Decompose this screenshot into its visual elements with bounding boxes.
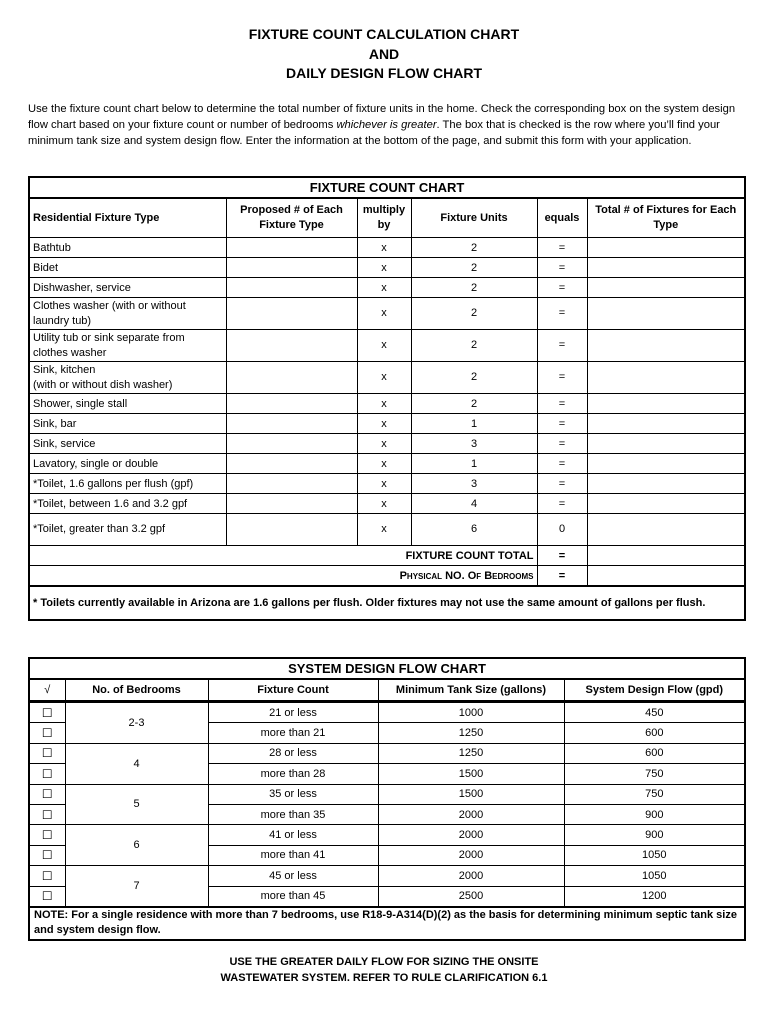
header-total: Total # of Fixtures for Each Type: [587, 198, 745, 238]
header-fixture-units: Fixture Units: [411, 198, 537, 238]
fixture-count-range: 21 or less: [208, 702, 378, 723]
flow-row: [29, 825, 745, 845]
proposed-count-field[interactable]: [226, 298, 357, 330]
flow-row: [29, 784, 745, 804]
header-equals: equals: [537, 198, 587, 238]
fixture-row: [29, 414, 745, 434]
design-flow: 1050: [564, 845, 745, 865]
header-proposed: Proposed # of Each Fixture Type: [226, 198, 357, 238]
system-design-flow-chart: [28, 657, 746, 941]
fixture-count-total-label: FIXTURE COUNT TOTAL: [29, 546, 537, 566]
fixture-units: 2: [411, 258, 537, 278]
fixture-count-range: more than 21: [208, 723, 378, 743]
flow-chart-title: SYSTEM DESIGN FLOW CHART: [29, 658, 745, 679]
equals-sign: =: [537, 278, 587, 298]
fixture-row: [29, 434, 745, 454]
fixture-count-total-field[interactable]: [587, 546, 745, 566]
bedrooms-field[interactable]: [587, 566, 745, 587]
toilet-footnote: * Toilets currently available in Arizona are 1.6 gallons per flush. Older fixtures may not use the same amount of gallons per flush.: [29, 586, 745, 620]
bedrooms-value: 7: [65, 866, 208, 907]
flow-row: [29, 743, 745, 763]
row-checkbox[interactable]: ☐: [29, 784, 65, 804]
min-tank-size: 2000: [378, 866, 564, 886]
fixture-units: 2: [411, 238, 537, 258]
total-fixtures-field[interactable]: [587, 278, 745, 298]
fixture-row: [29, 330, 745, 362]
fixture-count-total-equals: =: [537, 546, 587, 566]
fixture-count-range: 41 or less: [208, 825, 378, 845]
min-tank-size: 1250: [378, 723, 564, 743]
design-flow: 1050: [564, 866, 745, 886]
design-flow: 900: [564, 804, 745, 824]
fixture-chart-title: FIXTURE COUNT CHART: [29, 177, 745, 198]
total-fixtures-field[interactable]: [587, 298, 745, 330]
proposed-count-field[interactable]: [226, 414, 357, 434]
total-fixtures-field[interactable]: [587, 454, 745, 474]
equals-sign: =: [537, 298, 587, 330]
fixture-type: *Toilet, greater than 3.2 gpf: [29, 514, 226, 546]
row-checkbox[interactable]: ☐: [29, 804, 65, 824]
fixture-type: Lavatory, single or double: [29, 454, 226, 474]
proposed-count-field[interactable]: [226, 434, 357, 454]
intro-paragraph: [28, 101, 748, 149]
header-check: √: [29, 679, 65, 702]
row-checkbox[interactable]: ☐: [29, 845, 65, 865]
proposed-count-field[interactable]: [226, 362, 357, 394]
fixture-count-range: more than 41: [208, 845, 378, 865]
bedrooms-equals: =: [537, 566, 587, 587]
fixture-units: 2: [411, 278, 537, 298]
total-fixtures-field[interactable]: [587, 514, 745, 546]
proposed-count-field[interactable]: [226, 278, 357, 298]
header-bedrooms: No. of Bedrooms: [65, 679, 208, 702]
fixture-type: Shower, single stall: [29, 394, 226, 414]
min-tank-size: 2000: [378, 825, 564, 845]
bedrooms-value: 2-3: [65, 702, 208, 744]
row-checkbox[interactable]: ☐: [29, 764, 65, 784]
page-title: [0, 25, 768, 84]
row-checkbox[interactable]: ☐: [29, 723, 65, 743]
intro-emphasis: whichever is greater: [336, 119, 437, 131]
fixture-units: 3: [411, 434, 537, 454]
multiply-sign: x: [357, 238, 411, 258]
header-multiply: multiply by: [357, 198, 411, 238]
fixture-units: 3: [411, 474, 537, 494]
fixture-type: Dishwasher, service: [29, 278, 226, 298]
fixture-units: 4: [411, 494, 537, 514]
total-fixtures-field[interactable]: [587, 494, 745, 514]
multiply-sign: x: [357, 414, 411, 434]
fixture-row: [29, 474, 745, 494]
fixture-count-range: 35 or less: [208, 784, 378, 804]
fixture-count-range: more than 45: [208, 886, 378, 907]
closing-line-1: USE THE GREATER DAILY FLOW FOR SIZING THE ONSITE: [229, 956, 539, 968]
min-tank-size: 2500: [378, 886, 564, 907]
min-tank-size: 1000: [378, 702, 564, 723]
min-tank-size: 1500: [378, 784, 564, 804]
fixture-row: [29, 278, 745, 298]
fixture-type: Bidet: [29, 258, 226, 278]
equals-sign: =: [537, 434, 587, 454]
fixture-units: 2: [411, 362, 537, 394]
fixture-count-chart: [28, 176, 746, 621]
bedrooms-label: Physical NO. Of Bedrooms: [29, 566, 537, 587]
title-line-3: DAILY DESIGN FLOW CHART: [285, 65, 482, 81]
fixture-row: [29, 394, 745, 414]
multiply-sign: x: [357, 258, 411, 278]
multiply-sign: x: [357, 394, 411, 414]
closing-line-2: WASTEWATER SYSTEM. REFER TO RULE CLARIFICATION 6.1: [220, 972, 548, 984]
fixture-type: *Toilet, 1.6 gallons per flush (gpf): [29, 474, 226, 494]
fixture-row: [29, 362, 745, 394]
total-fixtures-field[interactable]: [587, 474, 745, 494]
multiply-sign: x: [357, 474, 411, 494]
title-line-1: FIXTURE COUNT CALCULATION CHART: [248, 26, 520, 42]
bedrooms-value: 5: [65, 784, 208, 825]
row-checkbox[interactable]: ☐: [29, 866, 65, 886]
fixture-type: Sink, bar: [29, 414, 226, 434]
equals-sign: =: [537, 454, 587, 474]
multiply-sign: x: [357, 434, 411, 454]
fixture-type: *Toilet, between 1.6 and 3.2 gpf: [29, 494, 226, 514]
total-fixtures-field[interactable]: [587, 434, 745, 454]
equals-sign: =: [537, 258, 587, 278]
multiply-sign: x: [357, 330, 411, 362]
design-flow: 450: [564, 702, 745, 723]
equals-sign: =: [537, 330, 587, 362]
fixture-type: Utility tub or sink separate from clothes washer: [29, 330, 226, 362]
equals-sign: =: [537, 494, 587, 514]
fixture-type: Bathtub: [29, 238, 226, 258]
total-fixtures-field[interactable]: [587, 330, 745, 362]
fixture-units: 2: [411, 298, 537, 330]
total-fixtures-field[interactable]: [587, 394, 745, 414]
min-tank-size: 2000: [378, 804, 564, 824]
min-tank-size: 2000: [378, 845, 564, 865]
title-line-2: AND: [368, 45, 400, 62]
multiply-sign: x: [357, 362, 411, 394]
multiply-sign: x: [357, 278, 411, 298]
design-flow: 750: [564, 764, 745, 784]
fixture-row: [29, 258, 745, 278]
proposed-count-field[interactable]: [226, 474, 357, 494]
design-flow: 900: [564, 825, 745, 845]
fixture-units: 1: [411, 454, 537, 474]
closing-instruction: [0, 954, 768, 986]
flow-row: [29, 702, 745, 723]
flow-row: [29, 866, 745, 886]
bedrooms-value: 4: [65, 743, 208, 784]
multiply-sign: x: [357, 494, 411, 514]
header-fixture-type: Residential Fixture Type: [29, 198, 226, 238]
fixture-units: 6: [411, 514, 537, 546]
fixture-count-range: 28 or less: [208, 743, 378, 763]
min-tank-size: 1250: [378, 743, 564, 763]
proposed-count-field[interactable]: [226, 238, 357, 258]
equals-sign: =: [537, 414, 587, 434]
min-tank-size: 1500: [378, 764, 564, 784]
header-min-tank: Minimum Tank Size (gallons): [378, 679, 564, 702]
fixture-row: [29, 454, 745, 474]
design-flow: 750: [564, 784, 745, 804]
fixture-units: 1: [411, 414, 537, 434]
proposed-count-field[interactable]: [226, 494, 357, 514]
total-fixtures-field[interactable]: [587, 414, 745, 434]
flow-note: NOTE: For a single residence with more than 7 bedrooms, use R18-9-A314(D)(2) as the basis for determining minimum septic tank size and system design flow.: [29, 907, 745, 940]
fixture-type: Sink, service: [29, 434, 226, 454]
header-design-flow: System Design Flow (gpd): [564, 679, 745, 702]
fixture-units: 2: [411, 394, 537, 414]
equals-sign: =: [537, 238, 587, 258]
row-checkbox[interactable]: ☐: [29, 825, 65, 845]
row-checkbox[interactable]: ☐: [29, 702, 65, 723]
fixture-row: [29, 514, 745, 546]
design-flow: 600: [564, 743, 745, 763]
fixture-row: [29, 494, 745, 514]
equals-sign: =: [537, 474, 587, 494]
total-fixtures-field[interactable]: [587, 238, 745, 258]
bedrooms-value: 6: [65, 825, 208, 866]
intro-text-1: Use the fixture count chart below to determine the total number of fixture units in the home. Check the corresponding box on the system design flow chart based on your fixture count or number of bedrooms: [28, 103, 736, 131]
design-flow: 1200: [564, 886, 745, 907]
proposed-count-field[interactable]: [226, 454, 357, 474]
header-fixture-count: Fixture Count: [208, 679, 378, 702]
fixture-count-range: 45 or less: [208, 866, 378, 886]
proposed-count-field[interactable]: [226, 258, 357, 278]
total-fixtures-field[interactable]: [587, 258, 745, 278]
design-flow: 600: [564, 723, 745, 743]
intro-text-2: . The box that is checked is the row where you’ll find your minimum tank size and system design flow. Enter the information at the bottom of the page, and submit this form with your application.: [28, 119, 720, 147]
fixture-type: Sink, kitchen (with or without dish washer): [29, 362, 226, 394]
row-checkbox[interactable]: ☐: [29, 743, 65, 763]
proposed-count-field[interactable]: [226, 330, 357, 362]
fixture-units: 2: [411, 330, 537, 362]
multiply-sign: x: [357, 454, 411, 474]
equals-sign: =: [537, 394, 587, 414]
multiply-sign: x: [357, 514, 411, 546]
fixture-row: [29, 298, 745, 330]
fixture-row: [29, 238, 745, 258]
fixture-type: Clothes washer (with or without laundry tub): [29, 298, 226, 330]
equals-sign: =: [537, 362, 587, 394]
row-checkbox[interactable]: ☐: [29, 886, 65, 907]
fixture-count-range: more than 28: [208, 764, 378, 784]
proposed-count-field[interactable]: [226, 394, 357, 414]
fixture-count-range: more than 35: [208, 804, 378, 824]
total-fixtures-field[interactable]: [587, 362, 745, 394]
proposed-count-field[interactable]: [226, 514, 357, 546]
equals-sign: 0: [537, 514, 587, 546]
multiply-sign: x: [357, 298, 411, 330]
